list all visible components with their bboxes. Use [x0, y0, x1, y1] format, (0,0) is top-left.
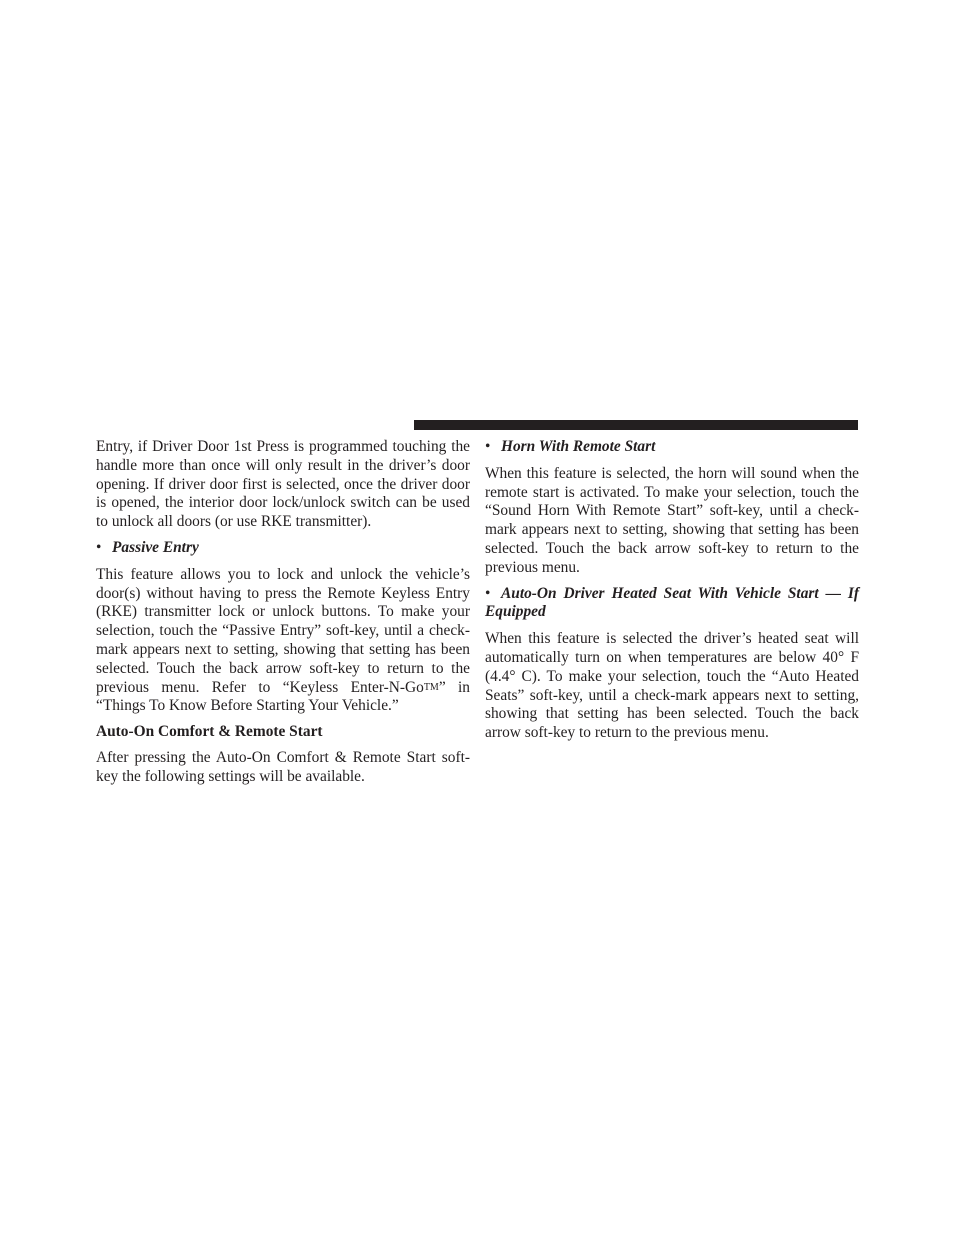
- horn-remote-start-title: Horn With Remote Start: [501, 438, 656, 455]
- auto-on-comfort-paragraph: After pressing the Auto-On Comfort & Remote Start soft-key the following settings will be available.: [96, 748, 470, 785]
- heated-seat-title: Auto-On Driver Heated Seat With Vehicle Start — If Equipped: [485, 584, 859, 621]
- heated-seat-paragraph: When this feature is selected the driver’s heated seat will automatically turn on when temperatures are below 40° F (4.4° C). To make your selection, touch the “Auto Heated Seats” soft-key, until a check-mark appears next to setting, showing that setting has been selected. Touch the back arrow soft-key to return to the previous menu.: [485, 630, 859, 742]
- bullet-icon: •: [485, 584, 491, 602]
- passive-entry-title: Passive Entry: [112, 538, 199, 556]
- auto-on-comfort-heading: Auto-On Comfort & Remote Start: [96, 723, 323, 741]
- bullet-icon: •: [96, 538, 102, 556]
- bullet-icon: •: [485, 438, 491, 455]
- section-header-bar: [414, 420, 858, 430]
- horn-remote-start-paragraph: When this feature is selected, the horn will sound when the remote start is activated. To make your selection, touch the “Sound Horn With Remote Start” soft-key, until a check-mark appears next to setting, showing that setting has been selected. Touch the back arrow soft-key to return to the previous menu.: [485, 464, 859, 576]
- heated-seat-bullet: [485, 585, 859, 623]
- horn-remote-start-bullet: [485, 438, 859, 457]
- passive-entry-bullet: [96, 539, 470, 558]
- right-column: [485, 438, 859, 750]
- trademark-symbol: TM: [423, 681, 439, 693]
- entry-paragraph: Entry, if Driver Door 1st Press is programmed touching the handle more than once will only result in the driver’s door opening. If driver door first is selected, once the driver door is opened, the interior door lock/unlock switch can be used to unlock all doors (or use RKE transmitter).: [96, 438, 470, 531]
- left-column: [96, 438, 470, 794]
- passive-entry-paragraph: This feature allows you to lock and unlock the vehicle’s door(s) without having to press the Remote Keyless Entry (RKE) transmitter lock or unlock buttons. To make your selection, touch the “Passive Entry” soft-key, until a check-mark appears next to setting, showing that setting has been selected. Touch the back arrow soft-key to return to the previous menu. Refer to “Keyless Enter-N-GoTM” in “Things To Know Before Starting Your Vehicle.”: [96, 565, 471, 715]
